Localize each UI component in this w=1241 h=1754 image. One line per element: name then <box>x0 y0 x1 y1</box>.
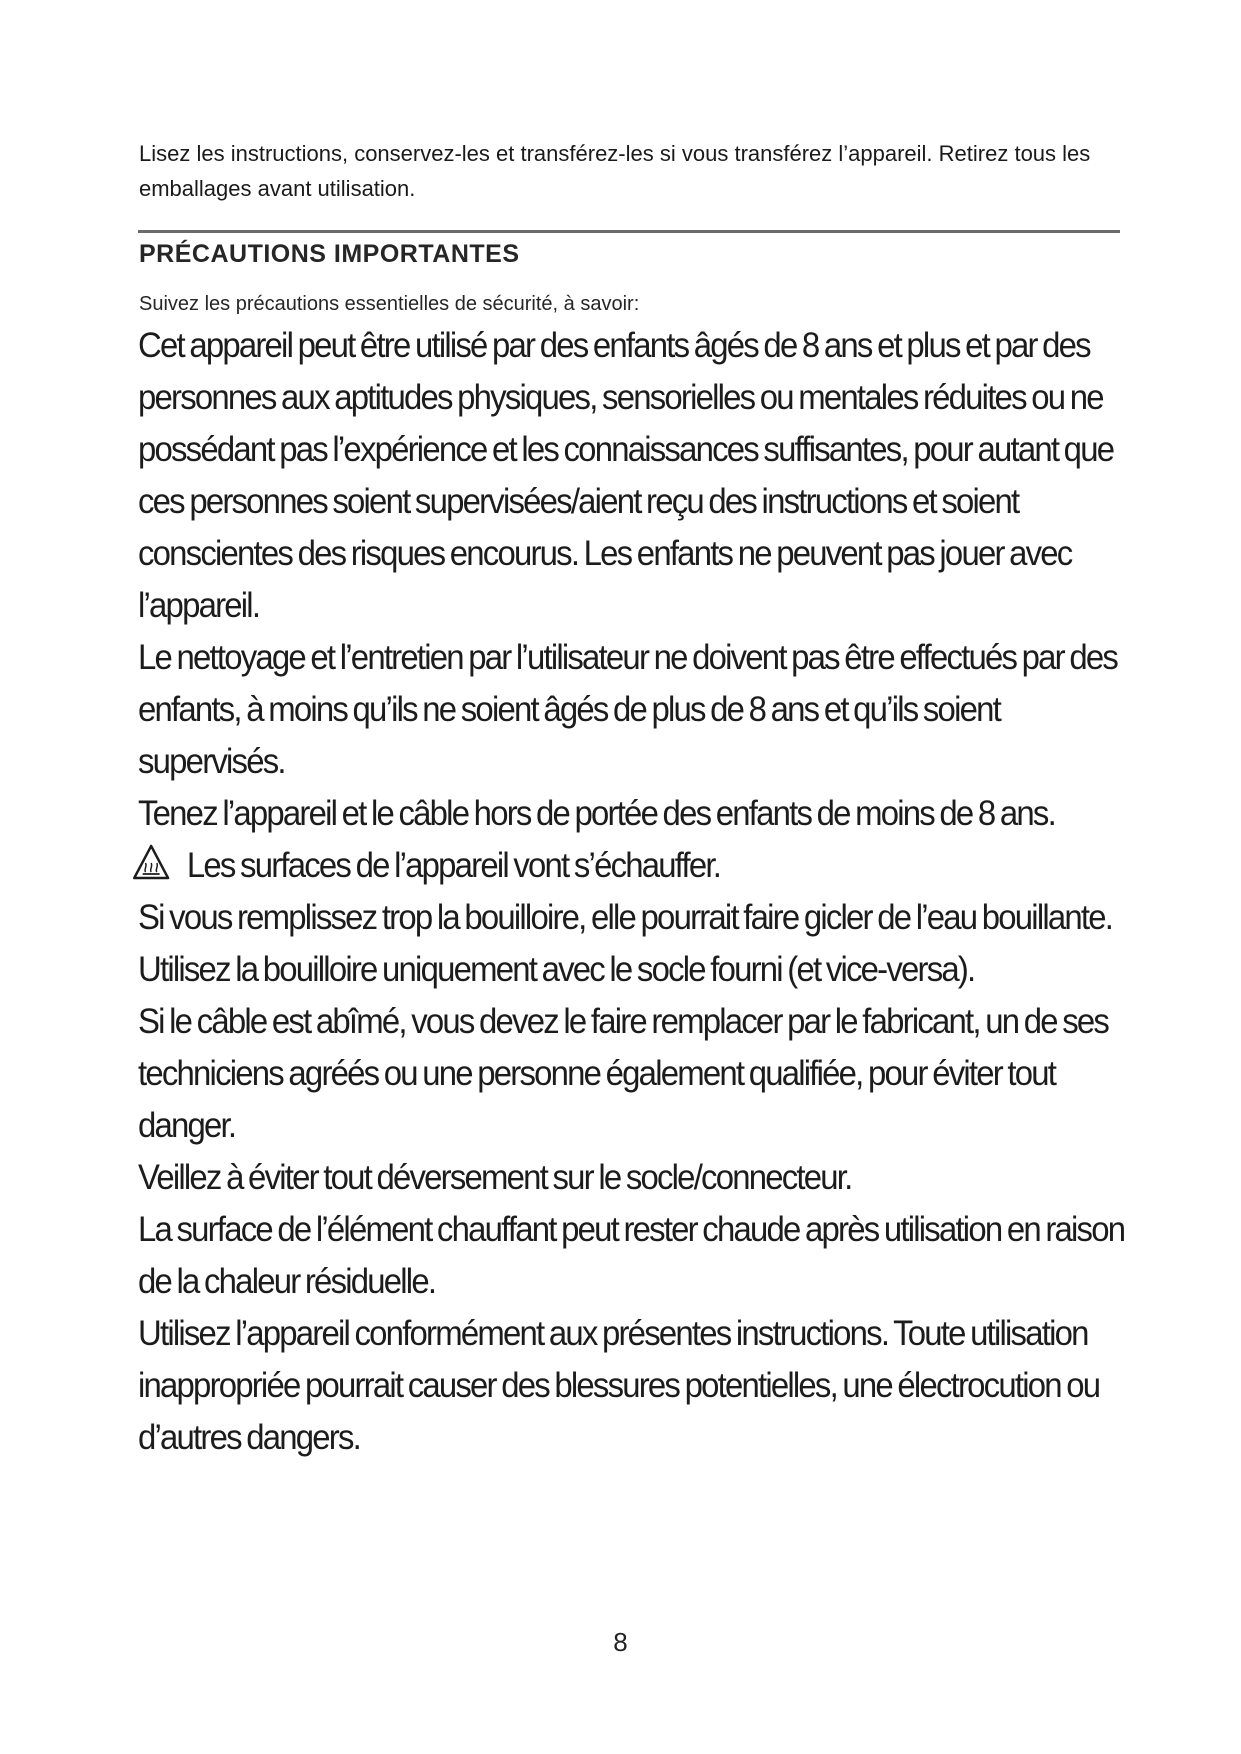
precaution-item <box>138 788 1125 840</box>
precaution-text: Veillez à éviter tout déversement sur le socle/connecteur. <box>138 1158 852 1197</box>
precaution-text: Si vous remplissez trop la bouilloire, elle pourrait faire gicler de l’eau bouillante. <box>138 898 1113 937</box>
precaution-text: Si le câble est abîmé, vous devez le faire remplacer par le fabricant, un de ses techniciens agréés ou une personne également qualifiée, pour éviter tout danger. <box>138 1002 1109 1145</box>
precaution-text: Les surfaces de l’appareil vont s’échauffer. <box>186 846 721 885</box>
precaution-item <box>138 1152 1125 1204</box>
precaution-item <box>138 892 1125 944</box>
section-divider <box>138 230 1120 233</box>
precaution-text: La surface de l’élément chauffant peut rester chaude après utilisation en raison de la chaleur résiduelle. <box>138 1210 1125 1301</box>
hot-surface-warning-icon <box>132 843 170 879</box>
precaution-text: Utilisez l’appareil conformément aux présentes instructions. Toute utilisation inappropriée pourrait causer des blessures potentielles, une électrocution ou d’autres dangers. <box>138 1314 1100 1457</box>
intro-paragraph: Lisez les instructions, conservez-les et transférez-les si vous transférez l’appareil. Retirez tous les emballages avant utilisation. <box>139 141 1091 201</box>
section-title: PRÉCAUTIONS IMPORTANTES <box>139 240 520 268</box>
precaution-item <box>138 944 1125 996</box>
precaution-text: Cet appareil peut être utilisé par des enfants âgés de 8 ans et plus et par des personnes aux aptitudes physiques, sensorielles ou mentales réduites ou ne possédant pas l’expérience et les connaissances suffisantes, pour autant que ces personnes soient supervisées/aient reçu des instructions et soient conscientes des risques encourus. Les enfants ne peuvent pas jouer avec l’appareil. <box>138 326 1114 625</box>
precaution-text: Utilisez la bouilloire uniquement avec le socle fourni (et vice-versa). <box>138 950 975 989</box>
precaution-item <box>138 632 1125 788</box>
precaution-item <box>138 996 1125 1152</box>
precaution-item <box>138 320 1125 632</box>
precautions-list <box>138 320 1128 1464</box>
precaution-text: Tenez l’appareil et le câble hors de portée des enfants de moins de 8 ans. <box>138 794 1055 833</box>
precaution-item <box>138 1204 1125 1308</box>
precaution-item <box>138 1308 1125 1464</box>
precaution-text: Le nettoyage et l’entretien par l’utilisateur ne doivent pas être effectués par des enfants, à moins qu’ils ne soient âgés de plus de 8 ans et qu’ils soient supervisés. <box>138 638 1118 781</box>
page-number: 8 <box>613 1627 628 1657</box>
precaution-item-hot-surface <box>138 840 1125 892</box>
section-subtitle: Suivez les précautions essentielles de sécurité, à savoir: <box>139 293 640 315</box>
